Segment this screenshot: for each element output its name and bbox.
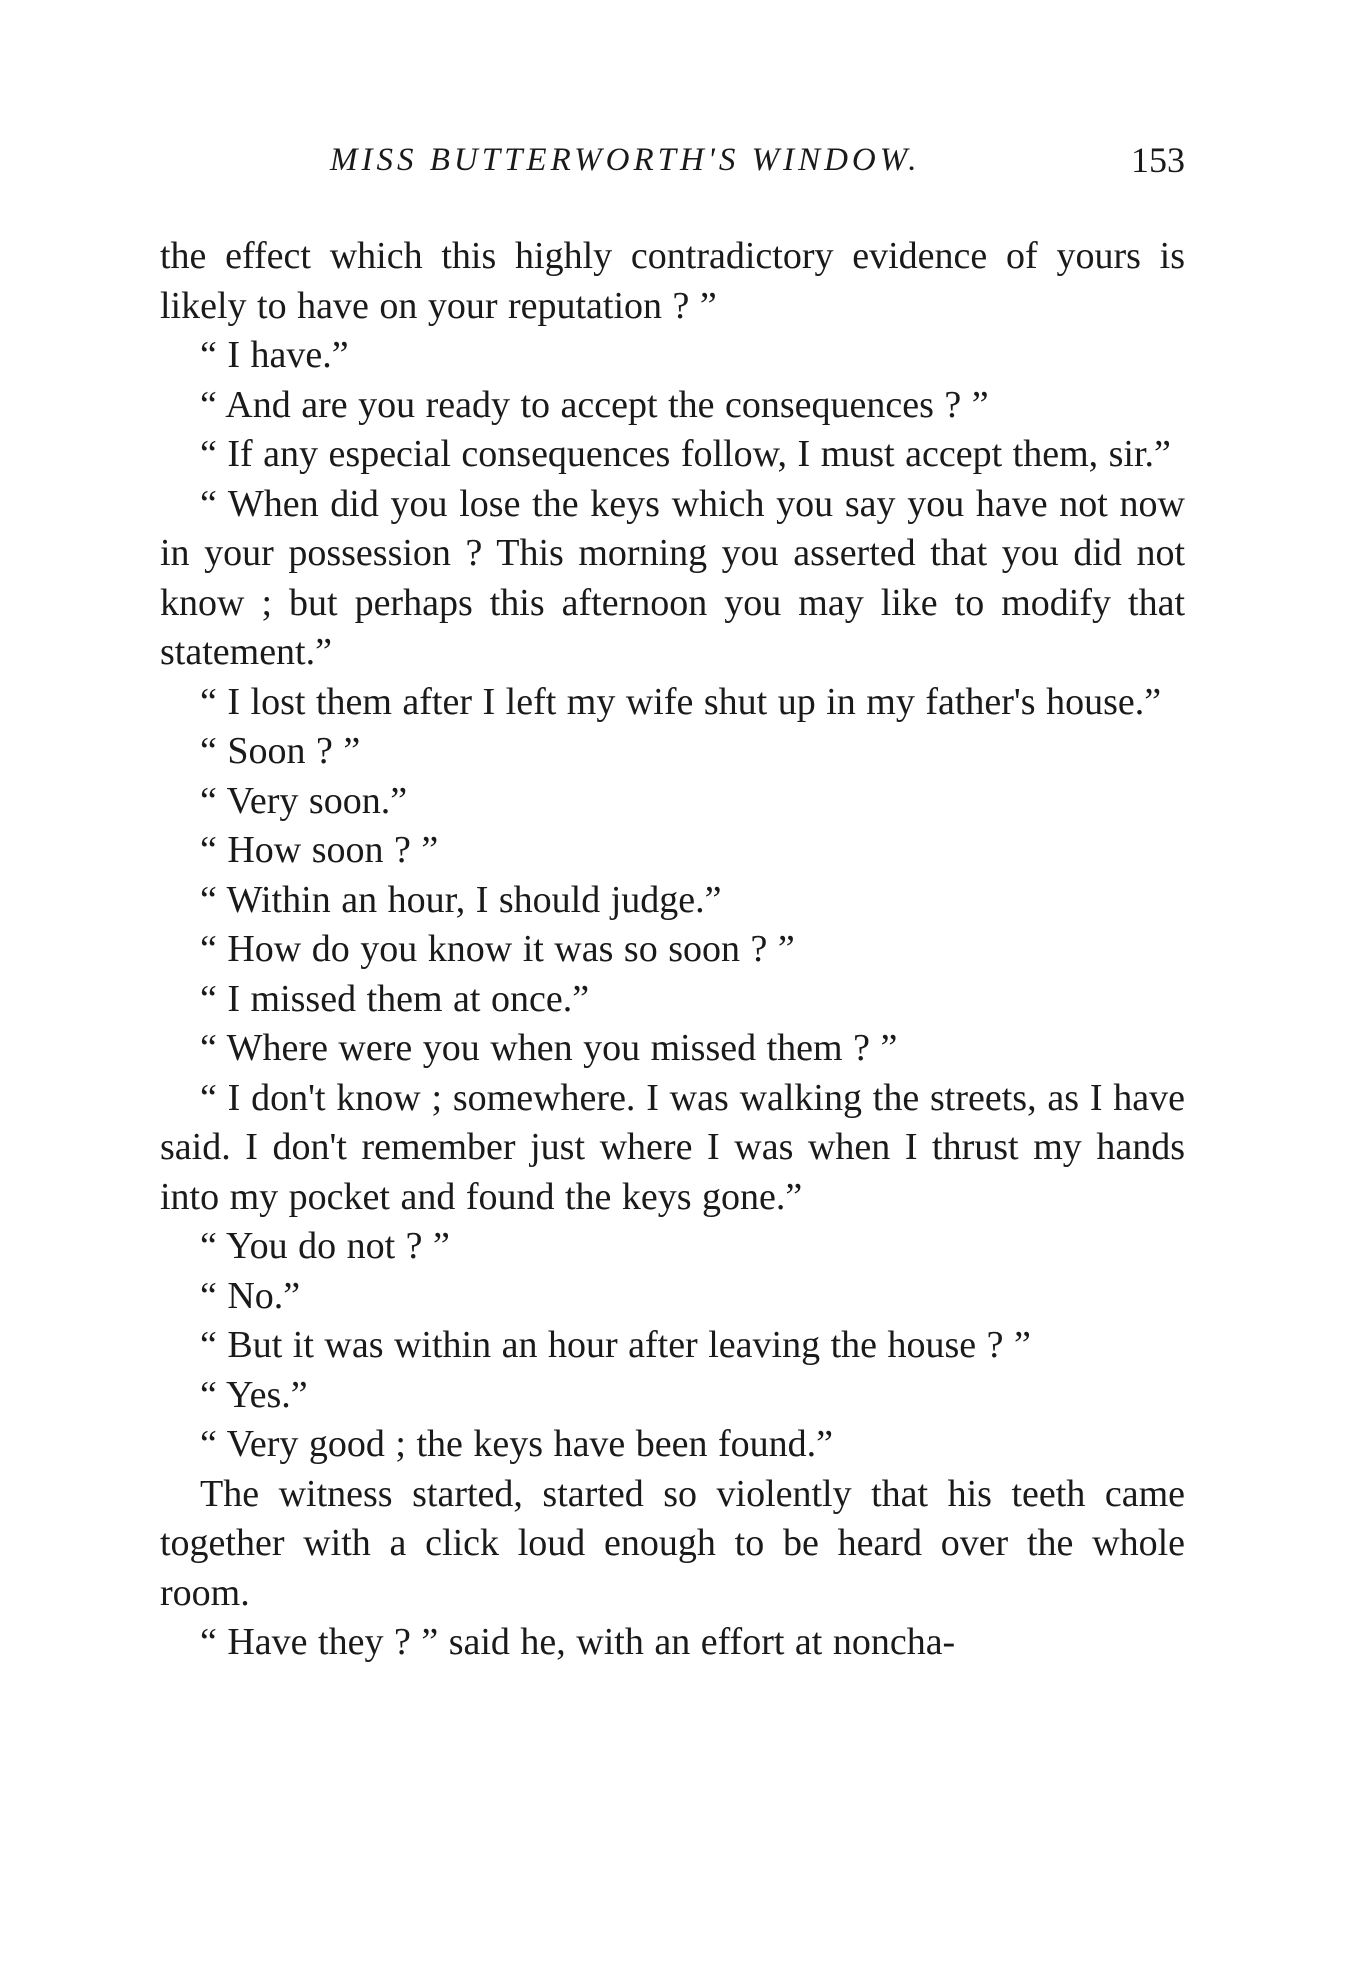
paragraph: “ How soon ? ”: [200, 829, 439, 871]
paragraph: “ Within an hour, I should judge.”: [200, 878, 722, 921]
body-text: [160, 232, 1185, 1668]
paragraph: “ And are you ready to accept the consequences ? ”: [200, 383, 989, 426]
paragraph: “ I have.”: [200, 334, 349, 376]
paragraph: “ Yes.”: [200, 1373, 308, 1416]
paragraph: “ You do not ? ”: [200, 1225, 450, 1267]
paragraph: “ Soon ? ”: [200, 730, 361, 772]
paragraph: “ Have they ? ” said he, with an effort at noncha-: [200, 1621, 956, 1663]
paragraph: “ I don't know ; somewhere. I was walking the streets, as I have said. I don't remember just where I was when I thrust my hands into my pocket and found the keys gone.”: [160, 1076, 1185, 1218]
paragraph: “ No.”: [200, 1274, 301, 1317]
paragraph: “ How do you know it was so soon ? ”: [200, 928, 795, 970]
running-title: MISS BUTTERWORTH'S WINDOW.: [330, 142, 921, 178]
paragraph: The witness started, started so violently that his teeth came together with a click loud enough to be heard over the whole room.: [160, 1472, 1185, 1614]
paragraph: “ I lost them after I left my wife shut up in my father's house.”: [200, 680, 1162, 723]
paragraph: “ Very soon.”: [200, 779, 408, 822]
paragraph: “ If any especial consequences follow, I must accept them, sir.”: [200, 433, 1171, 475]
paragraph: “ But it was within an hour after leaving the house ? ”: [200, 1324, 1031, 1366]
paragraph: “ Very good ; the keys have been found.”: [200, 1423, 834, 1465]
running-head: [160, 140, 1185, 190]
paragraph: the effect which this highly contradictory evidence of yours is likely to have on your reputation ? ”: [160, 235, 1185, 327]
paragraph: “ I missed them at once.”: [200, 977, 590, 1020]
page-number: 153: [1131, 140, 1185, 180]
paragraph: “ Where were you when you missed them ? ”: [200, 1027, 898, 1069]
paragraph: “ When did you lose the keys which you say you have not now in your possession ? This morning you asserted that you did not know ; but perhaps this afternoon you may like to modify that statement.”: [160, 482, 1185, 673]
